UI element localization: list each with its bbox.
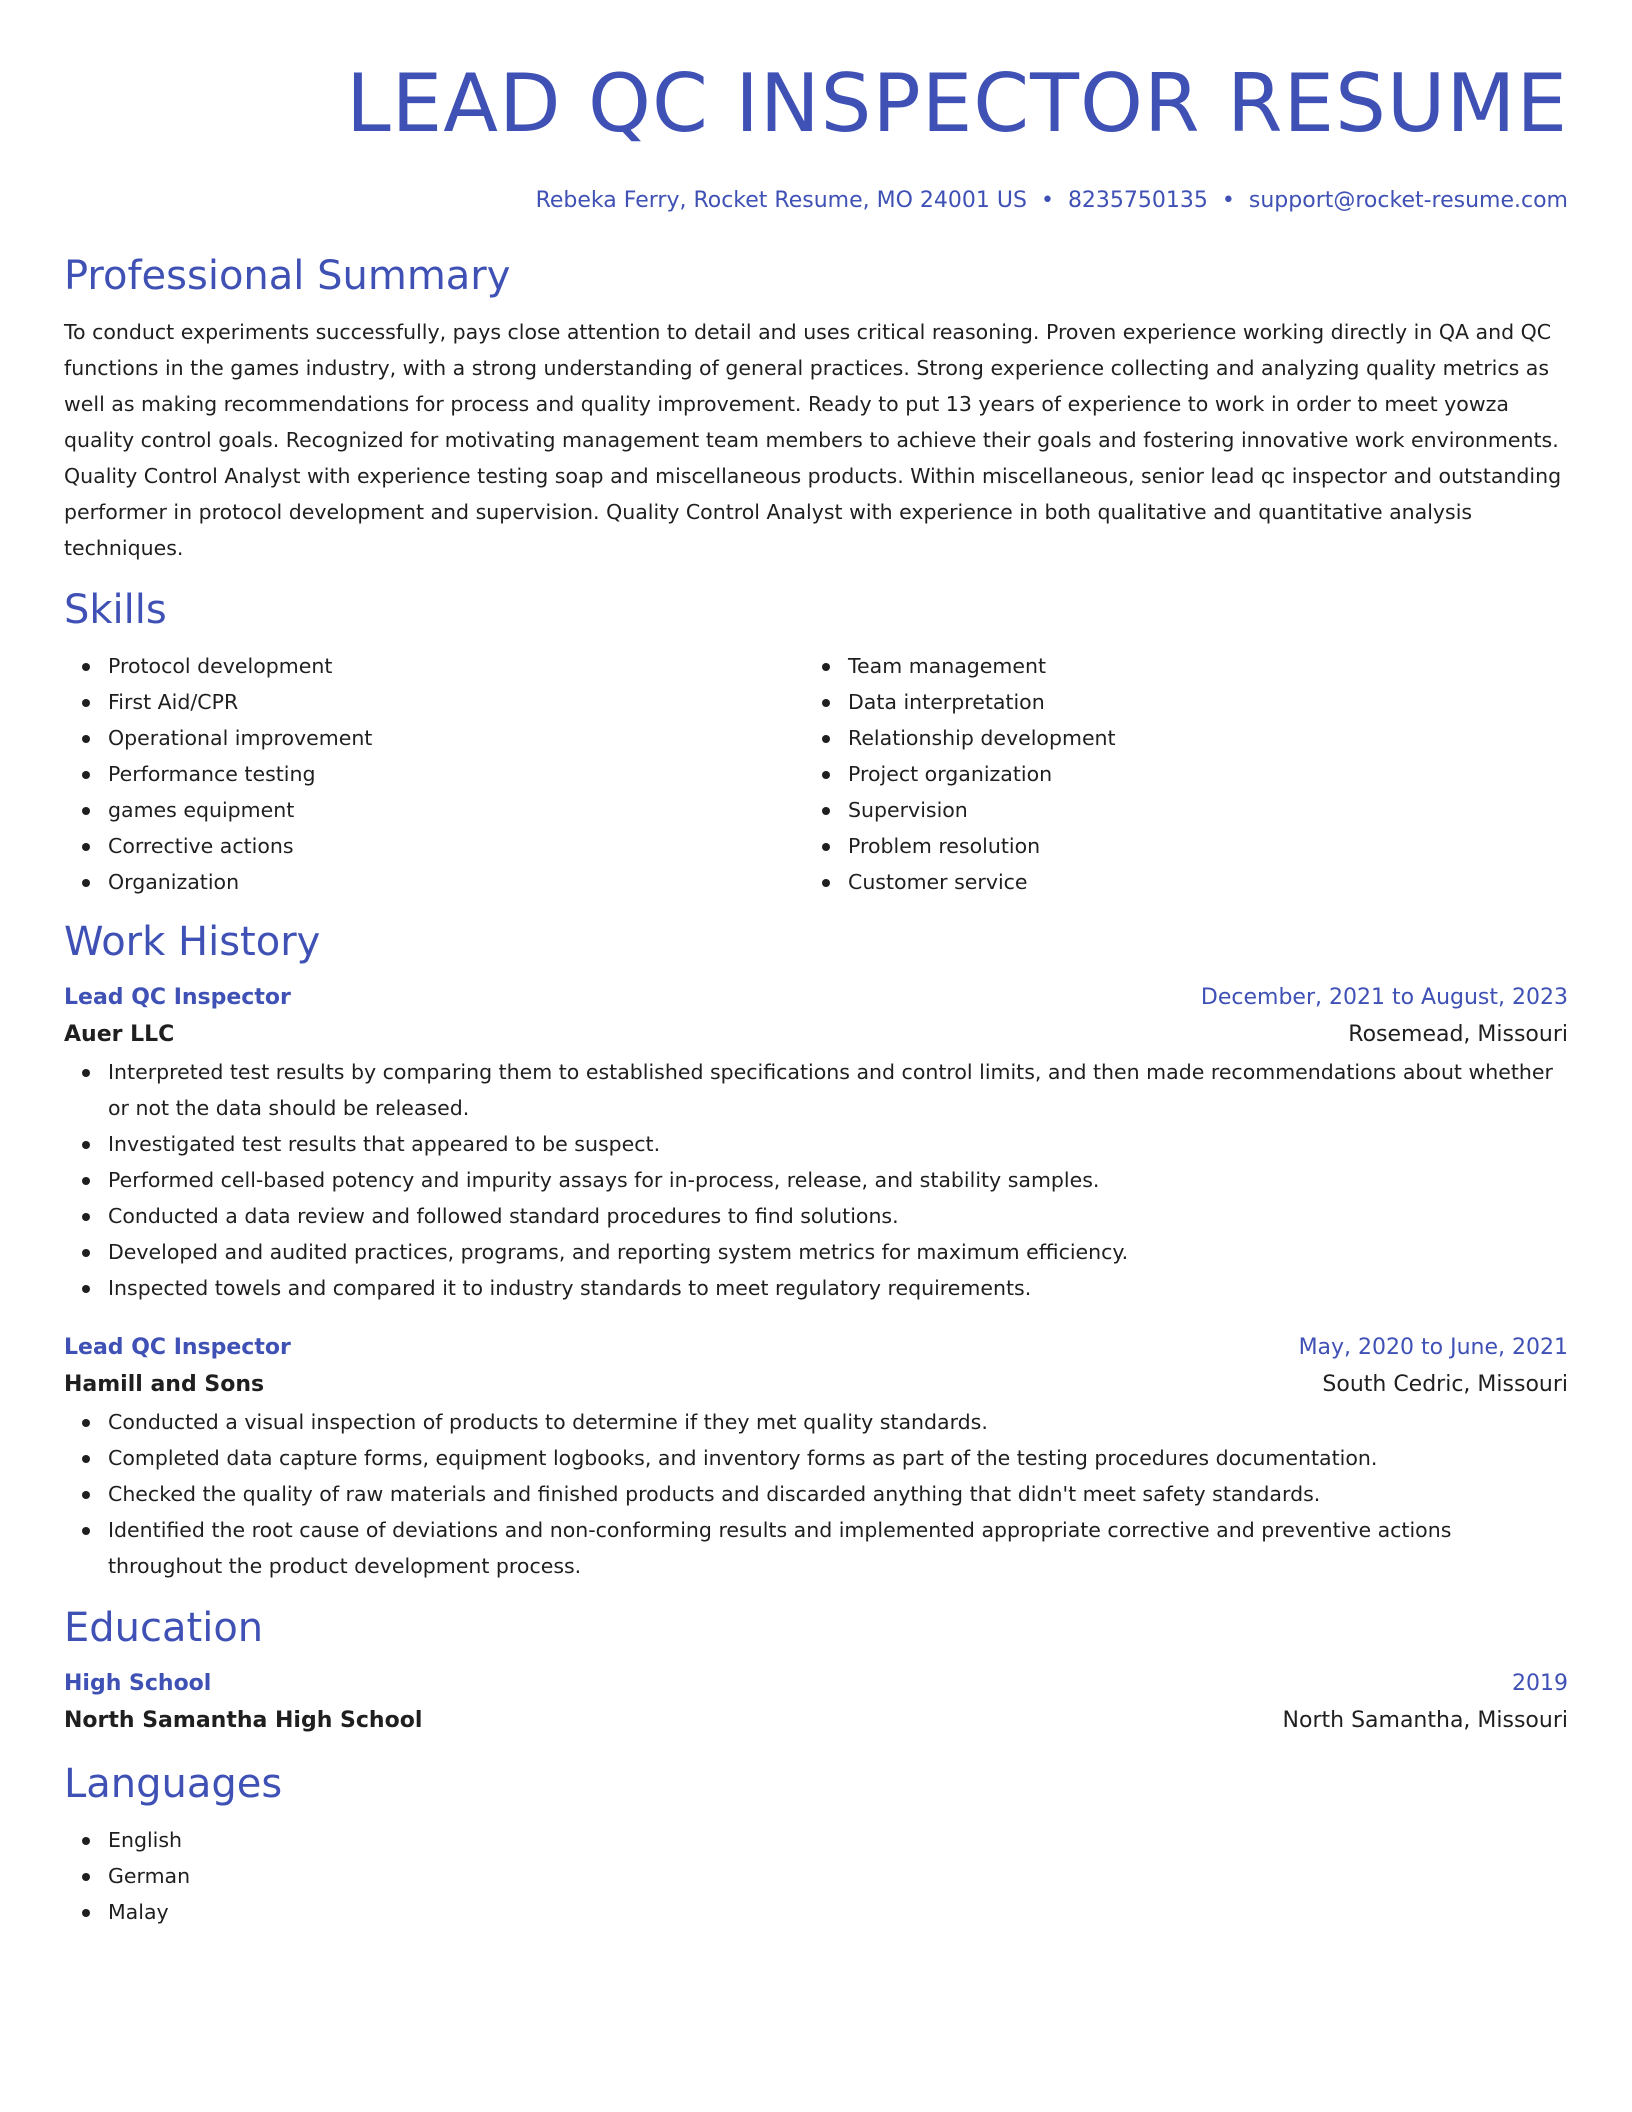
- summary-text: To conduct experiments successfully, pays close attention to detail and uses critical reasoning. Proven experience working directly in QA and QC functions in the games industry, with a strong understanding of general practices. Strong experience collecting and analyzing quality metrics as well as making recommendations for process and quality improvement. Ready to put 13 years of experience to work in order to meet yowza quality control goals. Recognized for motivating management team members to achieve their goals and fostering innovative work environments. Quality Control Analyst with experience testing soap and miscellaneous products. Within miscellaneous, senior lead qc inspector and outstanding performer in protocol development and supervision. Quality Control Analyst with experience in both qualitative and quantitative analysis techniques.: [64, 320, 1562, 560]
- job-company: Auer LLC: [64, 1022, 175, 1047]
- skill-item: Supervision: [848, 792, 1544, 828]
- job-dates: December, 2021 to August, 2023: [1200, 985, 1568, 1010]
- contact-phone: 8235750135: [1067, 188, 1208, 213]
- language-item: German: [108, 1858, 1568, 1894]
- job-entry: [64, 1330, 1568, 1584]
- skill-item: Organization: [108, 864, 804, 900]
- education-entry: [64, 1666, 1568, 1740]
- skills-column-left: [64, 648, 804, 900]
- job-bullet: Checked the quality of raw materials and finished products and discarded anything that didn't meet safety standards.: [108, 1476, 1568, 1512]
- education-school: North Samantha High School: [64, 1708, 423, 1733]
- job-bullet: Identified the root cause of deviations and non-conforming results and implemented appropriate corrective and preventive actions throughout the product development process.: [108, 1512, 1568, 1584]
- job-bullet: Conducted a visual inspection of products to determine if they met quality standards.: [108, 1404, 1568, 1440]
- job-company-row: [64, 1366, 1568, 1404]
- skills-heading: Skills: [64, 587, 167, 633]
- job-title: Lead QC Inspector: [64, 1335, 291, 1360]
- job-header: [64, 1330, 1568, 1366]
- job-location: Rosemead, Missouri: [1348, 1022, 1568, 1047]
- job-bullet: Inspected towels and compared it to industry standards to meet regulatory requirements.: [108, 1270, 1568, 1306]
- job-bullet: Interpreted test results by comparing them to established specifications and control limits, and then made recommendations about whether or not the data should be released.: [108, 1054, 1568, 1126]
- skill-item: Problem resolution: [848, 828, 1544, 864]
- skill-item: Operational improvement: [108, 720, 804, 756]
- resume-title: LEAD QC INSPECTOR RESUME: [346, 57, 1568, 150]
- skill-item: Performance testing: [108, 756, 804, 792]
- education-year: 2019: [1512, 1671, 1568, 1696]
- job-company-row: [64, 1016, 1568, 1054]
- job-bullet: Developed and audited practices, programs, and reporting system metrics for maximum efficiency.: [108, 1234, 1568, 1270]
- education-heading: Education: [64, 1605, 264, 1651]
- job-title: Lead QC Inspector: [64, 985, 291, 1010]
- job-dates: May, 2020 to June, 2021: [1298, 1335, 1568, 1360]
- job-location: South Cedric, Missouri: [1322, 1372, 1568, 1397]
- skill-item: Relationship development: [848, 720, 1544, 756]
- job-bullet: Completed data capture forms, equipment logbooks, and inventory forms as part of the testing procedures documentation.: [108, 1440, 1568, 1476]
- job-bullet: Conducted a data review and followed standard procedures to find solutions.: [108, 1198, 1568, 1234]
- languages-heading: Languages: [64, 1761, 283, 1807]
- language-item: Malay: [108, 1894, 1568, 1930]
- skill-item: Protocol development: [108, 648, 804, 684]
- contact-email[interactable]: support@rocket-resume.com: [1248, 188, 1568, 213]
- skill-item: games equipment: [108, 792, 804, 828]
- education-degree: High School: [64, 1671, 212, 1696]
- languages-list: [64, 1822, 1568, 1930]
- job-bullets: [64, 1404, 1568, 1584]
- summary-heading: Professional Summary: [64, 253, 511, 299]
- contact-separator: •: [1221, 188, 1235, 213]
- language-item: English: [108, 1822, 1568, 1858]
- education-header: [64, 1666, 1568, 1702]
- education-school-row: [64, 1702, 1568, 1740]
- job-bullet: Investigated test results that appeared to be suspect.: [108, 1126, 1568, 1162]
- contact-separator: •: [1040, 188, 1054, 213]
- skills-list: [64, 648, 1568, 900]
- job-entry: [64, 980, 1568, 1306]
- contact-address: Rebeka Ferry, Rocket Resume, MO 24001 US: [535, 188, 1027, 213]
- contact-line: [64, 186, 1568, 216]
- job-bullets: [64, 1054, 1568, 1306]
- job-company: Hamill and Sons: [64, 1372, 265, 1397]
- skill-item: Data interpretation: [848, 684, 1544, 720]
- skills-column-right: [804, 648, 1544, 900]
- job-header: [64, 980, 1568, 1016]
- education-location: North Samantha, Missouri: [1282, 1708, 1568, 1733]
- skill-item: Project organization: [848, 756, 1544, 792]
- skill-item: Customer service: [848, 864, 1544, 900]
- job-bullet: Performed cell-based potency and impurity assays for in-process, release, and stability samples.: [108, 1162, 1568, 1198]
- skill-item: Team management: [848, 648, 1544, 684]
- skill-item: Corrective actions: [108, 828, 804, 864]
- skill-item: First Aid/CPR: [108, 684, 804, 720]
- work-history-heading: Work History: [64, 919, 321, 965]
